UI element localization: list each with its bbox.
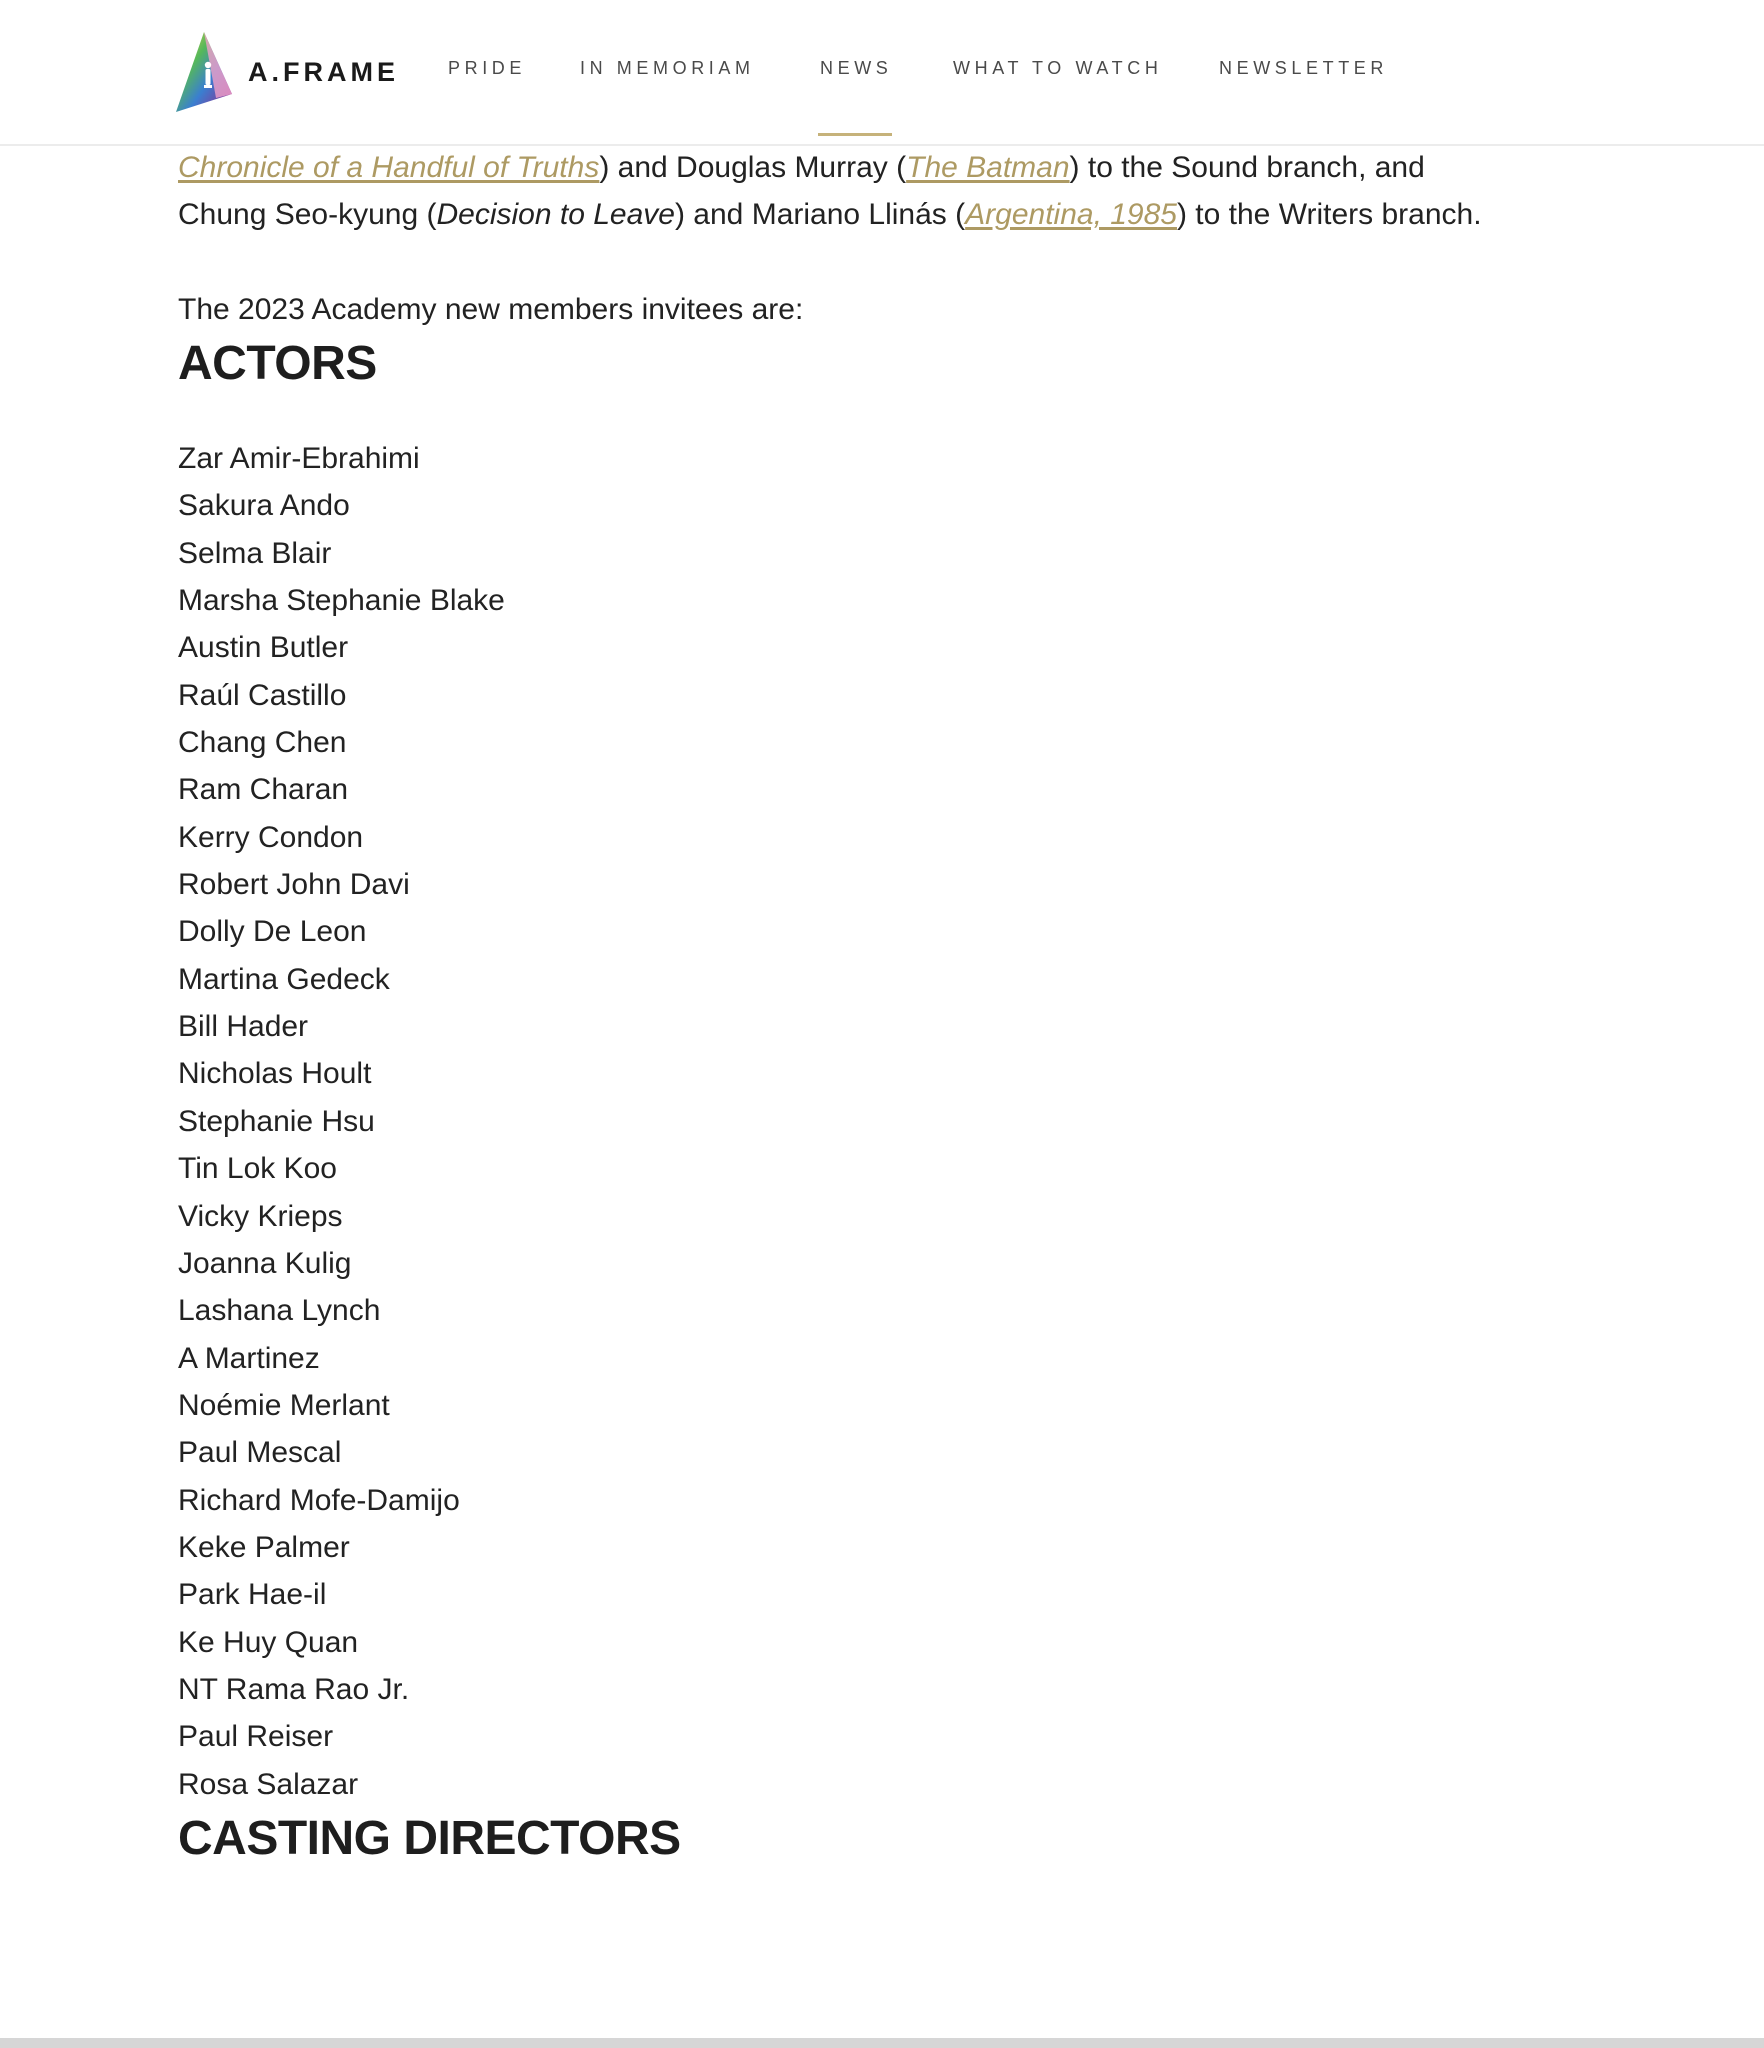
paragraph-text: ) to the Sound branch, and Chung Seo-kyung ( [178, 150, 1425, 231]
list-item: Richard Mofe-Damijo [178, 1483, 460, 1517]
nav-active-indicator [818, 133, 892, 136]
list-item: Vicky Krieps [178, 1199, 343, 1233]
nav-newsletter[interactable]: NEWSLETTER [1219, 58, 1389, 78]
list-item: Park Hae-il [178, 1578, 327, 1612]
section-heading-casting-directors: CASTING DIRECTORS [178, 1811, 681, 1865]
list-item: Noémie Merlant [178, 1388, 390, 1422]
list-item: Zar Amir-Ebrahimi [178, 442, 420, 475]
list-item: Lashana Lynch [178, 1294, 381, 1328]
list-item: Joanna Kulig [178, 1246, 352, 1280]
list-item: Rosa Salazar [178, 1767, 359, 1801]
list-item: Kerry Condon [178, 820, 364, 854]
paragraph-text: ) and Mariano Llinás ( [674, 198, 966, 231]
logo[interactable] [176, 32, 399, 112]
list-item: Tin Lok Koo [178, 1152, 337, 1186]
list-item: NT Rama Rao Jr. [178, 1672, 410, 1706]
list-item: Robert John Davi [178, 868, 410, 902]
nav-news[interactable]: NEWS [820, 58, 893, 78]
nav-in-memoriam[interactable]: IN MEMORIAM [580, 58, 755, 78]
list-item: Ke Huy Quan [178, 1625, 359, 1659]
article-body [178, 96, 1518, 1870]
nav-pride[interactable]: PRIDE [448, 58, 527, 78]
horizontal-scrollbar[interactable] [0, 2038, 1764, 2048]
logo-text: A.FRAME [248, 56, 399, 87]
paragraph-text: ) to the Writers branch. [1176, 198, 1482, 231]
film-title-decision-to-leave: Decision to Leave [436, 198, 675, 231]
list-item: Ram Charan [178, 773, 349, 807]
site-header [0, 0, 1764, 146]
actors-list [178, 435, 1518, 1808]
section-heading-actors: ACTORS [178, 337, 377, 390]
list-item: A Martinez [178, 1341, 320, 1375]
nav-what-to-watch[interactable]: WHAT TO WATCH [953, 58, 1163, 78]
list-item: Paul Mescal [178, 1436, 342, 1470]
list-item: Raúl Castillo [178, 678, 347, 712]
a-frame-logo-icon [176, 32, 232, 112]
list-item: Martina Gedeck [178, 962, 390, 996]
list-item: Stephanie Hsu [178, 1104, 375, 1138]
list-item: Bill Hader [178, 1010, 309, 1044]
link-argentina-1985[interactable]: Argentina, 1985 [965, 198, 1177, 231]
list-item: Keke Palmer [178, 1530, 350, 1564]
list-item: Paul Reiser [178, 1720, 334, 1754]
list-item: Austin Butler [178, 631, 349, 665]
list-item: Sakura Ando [178, 489, 350, 523]
link-bardo[interactable]: Chronicle of a Handful of Truths [178, 150, 600, 184]
list-item: Marsha Stephanie Blake [178, 584, 505, 618]
list-item: Chang Chen [178, 726, 347, 760]
list-item: Dolly De Leon [178, 915, 367, 949]
intro-text: The 2023 Academy new members invitees are: [178, 292, 804, 326]
paragraph-text: ) and Douglas Murray ( [599, 150, 907, 184]
list-item: Nicholas Hoult [178, 1057, 372, 1091]
link-the-batman[interactable]: The Batman [906, 150, 1070, 184]
list-item: Selma Blair [178, 536, 332, 570]
